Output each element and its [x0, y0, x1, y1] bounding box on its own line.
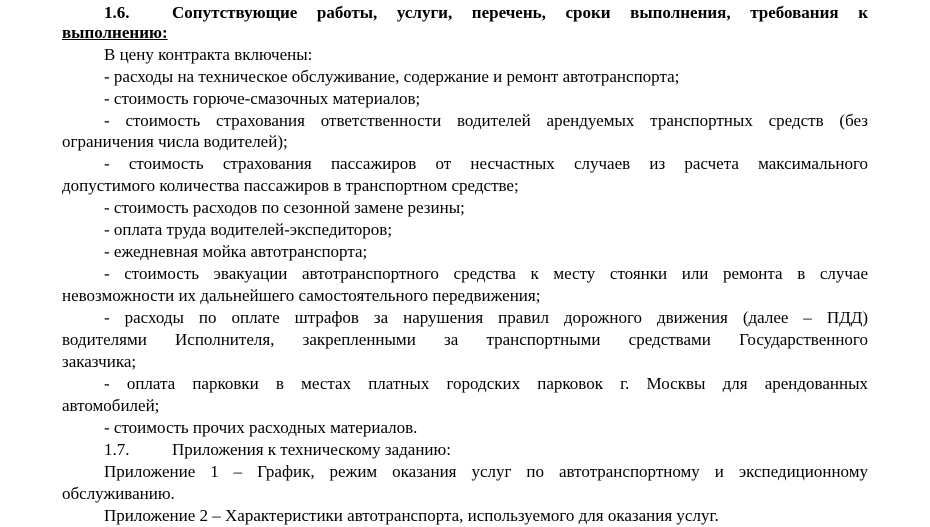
list-item: - стоимость расходов по сезонной замене резины; [104, 198, 465, 217]
list-item: - расходы по оплате штрафов за нарушения правил дорожного движения (далее – ПДД) [104, 308, 868, 327]
list-item: - стоимость горюче-смазочных материалов; [104, 89, 421, 108]
section-1-7-heading: Приложения к техническому заданию: [172, 440, 451, 459]
list-item: - ежедневная мойка автотранспорта; [104, 242, 368, 261]
list-item: - стоимость эвакуации автотранспортного средства к месту стоянки или ремонта в случае [104, 264, 868, 283]
list-item-continuation: водителями Исполнителя, закрепленными за транспортными средствами Государственного [62, 330, 868, 349]
list-item: - оплата парковки в местах платных городских парковок г. Москвы для арендованных [104, 374, 868, 393]
section-1-6-intro: В цену контракта включены: [104, 45, 313, 64]
list-item-continuation: автомобилей; [62, 396, 160, 415]
list-item-continuation: допустимого количества пассажиров в транспортном средстве; [62, 176, 519, 195]
list-item: - стоимость страхования ответственности водителей арендуемых транспортных средств (без [104, 111, 868, 130]
list-item: - оплата труда водителей-экспедиторов; [104, 220, 393, 239]
section-1-6-heading-line2: выполнению: [62, 23, 168, 42]
appendix-2: Приложение 2 – Характеристики автотранспорта, используемого для оказания услуг. [104, 506, 719, 525]
list-item: - стоимость прочих расходных материалов. [104, 418, 418, 437]
list-item-continuation: заказчика; [62, 352, 137, 371]
section-1-6-heading-line1: Сопутствующие работы, услуги, перечень, сроки выполнения, требования к [172, 3, 868, 22]
appendix-1-line1: Приложение 1 – График, режим оказания услуг по автотранспортному и экспедиционному [104, 462, 868, 481]
list-item: - расходы на техническое обслуживание, содержание и ремонт автотранспорта; [104, 67, 680, 86]
section-1-7-number: 1.7. [104, 440, 130, 459]
list-item-continuation: невозможности их дальнейшего самостоятельного передвижения; [62, 286, 541, 305]
list-item-continuation: ограничения числа водителей); [62, 132, 288, 151]
section-1-6-number: 1.6. [104, 3, 130, 22]
list-item: - стоимость страхования пассажиров от несчастных случаев из расчета максимального [104, 154, 868, 173]
appendix-1-line2: обслуживанию. [62, 484, 175, 503]
